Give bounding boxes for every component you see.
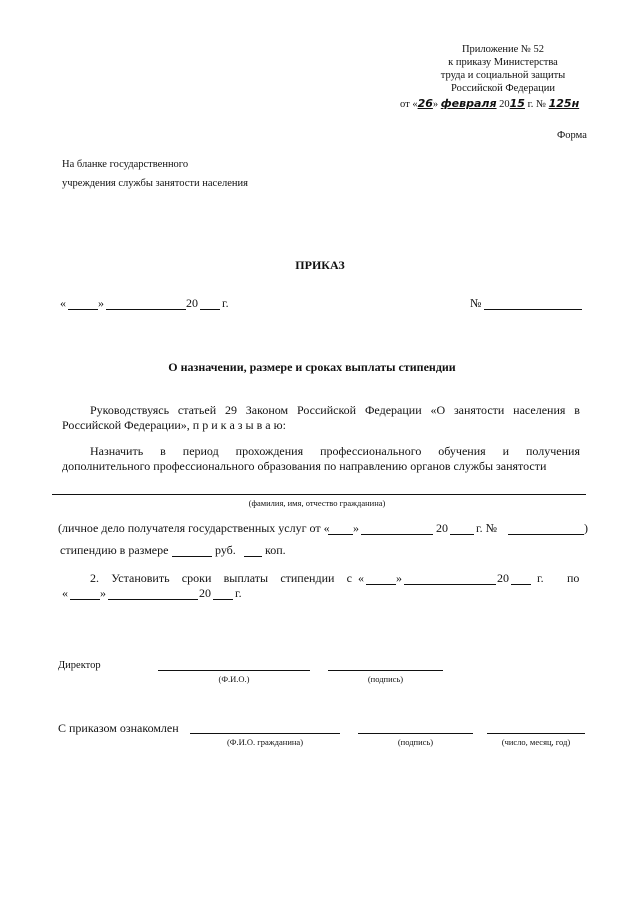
para3-word: Установить (111, 571, 170, 585)
handwritten-number: 125н (548, 97, 580, 110)
letterhead-line-1: На бланке государственного (62, 159, 189, 170)
date-mid: » (432, 99, 439, 110)
appendix-line-1: Приложение № 52 (461, 44, 545, 55)
form-label: Форма (557, 130, 587, 141)
para3-word: с (346, 571, 352, 585)
date-month-blank[interactable] (106, 309, 186, 310)
para3-open-quote: « (358, 571, 364, 585)
date-prefix: от « (400, 99, 418, 110)
para1-word: Федерации (364, 403, 422, 417)
para3-from-day-blank[interactable] (366, 584, 396, 585)
para3-words (90, 571, 352, 586)
para3-to-month-blank[interactable] (108, 599, 198, 600)
para2-word: в (160, 444, 166, 458)
para2-word: период (182, 444, 219, 458)
date-year-blank[interactable] (200, 309, 220, 310)
personal-file-prefix: (личное дело получателя государственных услуг от « (58, 521, 330, 535)
stipend-kop: коп. (265, 543, 286, 557)
personal-file-num: г. № (476, 521, 498, 535)
para1-word: занятости (453, 403, 505, 417)
appendix-date-line (400, 97, 579, 110)
stipend-rub: руб. (215, 543, 236, 557)
para2-word: прохождения (235, 444, 304, 458)
handwritten-day: 26 (417, 97, 433, 110)
para3-word: выплаты (223, 571, 269, 585)
personal-file-end: ) (584, 521, 588, 535)
personal-file-number-blank[interactable] (508, 534, 584, 535)
acquainted-fio-blank[interactable] (190, 733, 340, 734)
date-close-quote: » (98, 296, 104, 310)
acquainted-sign-caption: (подпись) (397, 737, 434, 747)
date-year-prefix: 20 (186, 296, 198, 310)
personal-file-day-blank[interactable] (328, 534, 353, 535)
para1-word: в (574, 403, 580, 417)
director-sign-blank[interactable] (328, 670, 443, 671)
para1-word: «О (430, 403, 446, 417)
para3-close-quote: » (396, 571, 402, 585)
para2-line2: дополнительного профессионального образования по направлению органов службы занятости (62, 459, 547, 473)
para1-word: населения (513, 403, 566, 417)
acquainted-date-caption: (число, месяц, год) (501, 737, 571, 747)
para3-year-suffix: г. (537, 571, 544, 585)
director-fio-blank[interactable] (158, 670, 310, 671)
para1-line1 (90, 403, 580, 418)
director-fio-caption: (Ф.И.О.) (218, 674, 250, 684)
director-label: Директор (58, 660, 101, 671)
para1-word: 29 (224, 403, 237, 417)
para3-from-year-blank[interactable] (511, 584, 531, 585)
order-subject: О назначении, размере и сроках выплаты стипендии (168, 360, 456, 374)
acquainted-sign-blank[interactable] (358, 733, 473, 734)
date-year-suffix: г. (222, 296, 229, 310)
para1-word: Руководствуясь (90, 403, 170, 417)
personal-file-year: 20 (436, 521, 448, 535)
citizen-fio-caption: (фамилия, имя, отчество гражданина) (248, 498, 386, 508)
para3-word: стипендии (280, 571, 335, 585)
para2-word: Назначить (90, 444, 144, 458)
para2-word: получения (525, 444, 580, 458)
order-number-blank[interactable] (484, 309, 582, 310)
citizen-fio-blank[interactable] (52, 494, 586, 495)
personal-file-month-blank[interactable] (361, 534, 433, 535)
para3-word: 2. (90, 571, 99, 585)
para3-word: сроки (181, 571, 212, 585)
acquainted-label: С приказом ознакомлен (58, 721, 179, 735)
para1-word: статьей (177, 403, 217, 417)
para2-word: профессионального (320, 444, 422, 458)
para3-line2-open: « (62, 586, 68, 600)
appendix-line-2: к приказу Министерства (448, 57, 558, 68)
para3-year: 20 (497, 571, 509, 585)
para3-line2-year: 20 (199, 586, 211, 600)
para3-from-month-blank[interactable] (404, 584, 496, 585)
para3-po: по (567, 571, 580, 585)
para2-word: обучения (438, 444, 486, 458)
acquainted-date-blank[interactable] (487, 733, 585, 734)
page-title: ПРИКАЗ (295, 258, 345, 272)
acquainted-fio-caption: (Ф.И.О. гражданина) (226, 737, 304, 747)
para3-to-year-blank[interactable] (213, 599, 233, 600)
number-label: № (470, 296, 482, 310)
date-day-blank[interactable] (68, 309, 98, 310)
para1-word: Российской (296, 403, 357, 417)
handwritten-month: февраля (440, 97, 497, 110)
stipend-kop-blank[interactable] (244, 556, 262, 557)
para1-line2: Российской Федерации», п р и к а з ы в а ю: (62, 418, 286, 432)
para3-line2-close: » (100, 586, 106, 600)
date-open-quote: « (60, 296, 66, 310)
appendix-line-4: Российской Федерации (451, 83, 555, 94)
para3-to-day-blank[interactable] (70, 599, 100, 600)
stipend-rub-blank[interactable] (172, 556, 212, 557)
para3-line2-suffix: г. (235, 586, 242, 600)
personal-file-year-blank[interactable] (450, 534, 474, 535)
date-number-prefix: г. № (527, 99, 546, 110)
para1-word: Законом (245, 403, 289, 417)
letterhead-line-2: учреждения службы занятости населения (62, 178, 248, 189)
date-year-prefix: 20 (499, 99, 510, 110)
appendix-line-3: труда и социальной защиты (440, 70, 566, 81)
para2-word: и (502, 444, 510, 458)
para2-line1 (90, 444, 580, 459)
personal-file-mid: » (353, 521, 359, 535)
stipend-prefix: стипендию в размере (60, 543, 169, 557)
director-sign-caption: (подпись) (367, 674, 404, 684)
handwritten-year: 15 (509, 97, 525, 110)
